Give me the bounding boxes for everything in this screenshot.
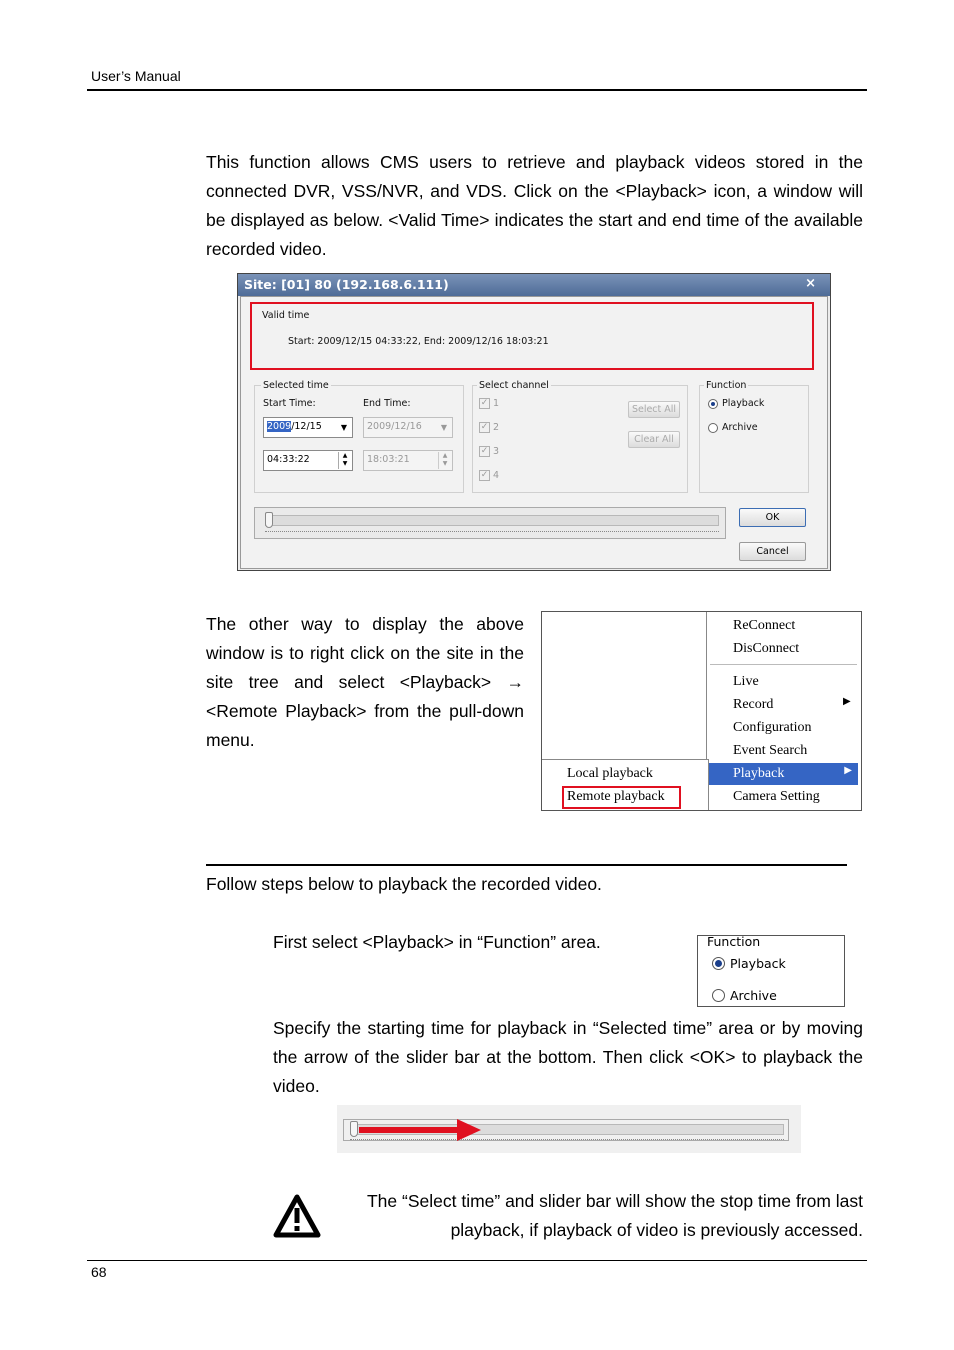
end-time-spinner[interactable] [363,450,453,471]
ok-button[interactable]: OK [739,508,806,527]
slider-track [265,515,719,526]
playback-label: Playback [733,766,785,781]
checkbox-icon: ✓ [480,422,489,432]
channel-2[interactable]: ✓ 2 [480,422,500,433]
valid-time-value: Start: 2009/12/15 04:33:22, End: 2009/12/16 18:03:21 [288,336,549,347]
channel-4[interactable]: ✓ 4 [480,470,500,481]
radio-icon[interactable] [712,989,725,1002]
slider-thumb[interactable] [265,512,273,528]
running-header: User’s Manual [91,68,181,84]
slider-ticks [265,531,719,532]
radio-selected-icon [708,399,718,409]
function-shot-label: Function [707,934,761,949]
chevron-down-icon[interactable]: ▼ [440,423,447,432]
start-time-label: Start Time: [263,398,316,409]
radio-dot [715,960,722,967]
slider-bar-screenshot [337,1105,801,1153]
note-text: The “Select time” and slider bar will show the stop time from last playback, if playback of video is previously accessed. [366,1191,863,1240]
menu-item-record[interactable]: Record [733,697,774,712]
menu-item-reconnect[interactable]: ReConnect [733,618,796,633]
end-date-picker[interactable] [363,417,453,438]
playback-dialog-screenshot [237,273,831,571]
page-number: 68 [91,1264,107,1280]
local-playback-item[interactable]: Local playback [567,766,653,781]
spinner-arrows-icon[interactable]: ▲ ▼ [338,452,351,469]
section-rule [206,864,847,866]
select-channel-label: Select channel [479,380,549,391]
step-1-text: First select <Playback> in “Function” area. [273,932,601,952]
end-time-value: 18:03:21 [367,454,410,465]
spinner-arrows-icon[interactable]: ▲ ▼ [438,452,451,469]
chevron-down-icon[interactable]: ▼ [340,423,347,432]
function-label: Function [706,380,747,391]
select-all-button[interactable]: Select All [628,401,680,418]
cancel-button[interactable]: Cancel [739,542,806,561]
radio-icon [708,423,718,433]
menu-item-configuration[interactable]: Configuration [733,720,812,735]
start-date-rest: /12/15 [291,421,322,432]
time-slider[interactable] [254,507,726,539]
remote-playback-item[interactable]: Remote playback [567,789,665,804]
menu-divider [706,612,707,759]
start-date-picker[interactable] [263,417,353,438]
menu-item-disconnect[interactable]: DisConnect [733,641,800,656]
function-shot-archive: Archive [730,988,777,1003]
alternate-method-paragraph: The other way to display the above window is to right click on the site in the site tree and select <Playback> → <Remote Playback> from the pull-down menu. [206,614,524,750]
dialog-title: Site: [01] 80 (192.168.6.111) [244,277,449,292]
close-icon[interactable]: × [805,276,816,291]
intro-paragraph: This function allows CMS users to retrieve and playback videos stored in the connected DVR, VSS/NVR, and VDS. Click on the <Playback> icon, a window will be displayed as below. <Valid Time> indicates the start and end time of the available recorded video. [206,152,863,259]
checkbox-icon: ✓ [480,470,489,480]
menu-separator [710,664,857,665]
start-time-spinner[interactable] [263,450,353,471]
radio-selected-icon[interactable] [712,957,725,970]
chevron-right-icon: ▶ [843,696,851,707]
archive-radio[interactable]: Archive [708,423,718,433]
selected-time-label: Selected time [263,380,329,391]
warning-icon [273,1193,321,1239]
clear-all-button[interactable]: Clear All [628,431,680,448]
end-time-label: End Time: [363,398,411,409]
context-menu-screenshot [541,611,862,811]
channel-3[interactable]: ✓ 3 [480,446,500,457]
start-time-value: 04:33:22 [267,454,310,465]
checkbox-icon: ✓ [480,446,489,456]
channel-1[interactable]: ✓ 1 [480,398,500,409]
menu-item-camera-setting[interactable]: Camera Setting [733,789,820,804]
step-2-text: Specify the starting time for playback in “Selected time” area or by moving the arrow of the slider bar at the bottom. Then click <OK> to playback the video. [273,1018,863,1096]
end-date-value: 2009/12/16 [367,421,422,432]
valid-time-highlight [250,302,814,370]
menu-item-playback[interactable] [709,763,858,785]
chevron-right-icon: ▶ [844,765,852,776]
header-rule [87,89,867,91]
function-group [699,380,809,493]
footer-rule [87,1260,867,1261]
function-shot-playback: Playback [730,956,786,971]
select-channel-group [472,380,688,493]
steps-intro: Follow steps below to playback the recorded video. [206,874,602,894]
selected-time-group [254,380,464,493]
menu-item-live[interactable]: Live [733,674,759,689]
function-area-screenshot [697,935,845,1007]
checkbox-icon: ✓ [480,398,489,408]
start-date-year: 2009 [267,421,292,432]
valid-time-label: Valid time [262,310,310,321]
dialog-title-bar [238,274,830,296]
red-arrow-icon [357,1117,487,1143]
playback-radio[interactable]: Playback [708,399,718,409]
menu-item-event-search[interactable]: Event Search [733,743,808,758]
dialog-body [240,296,828,569]
submenu-panel [542,759,709,810]
